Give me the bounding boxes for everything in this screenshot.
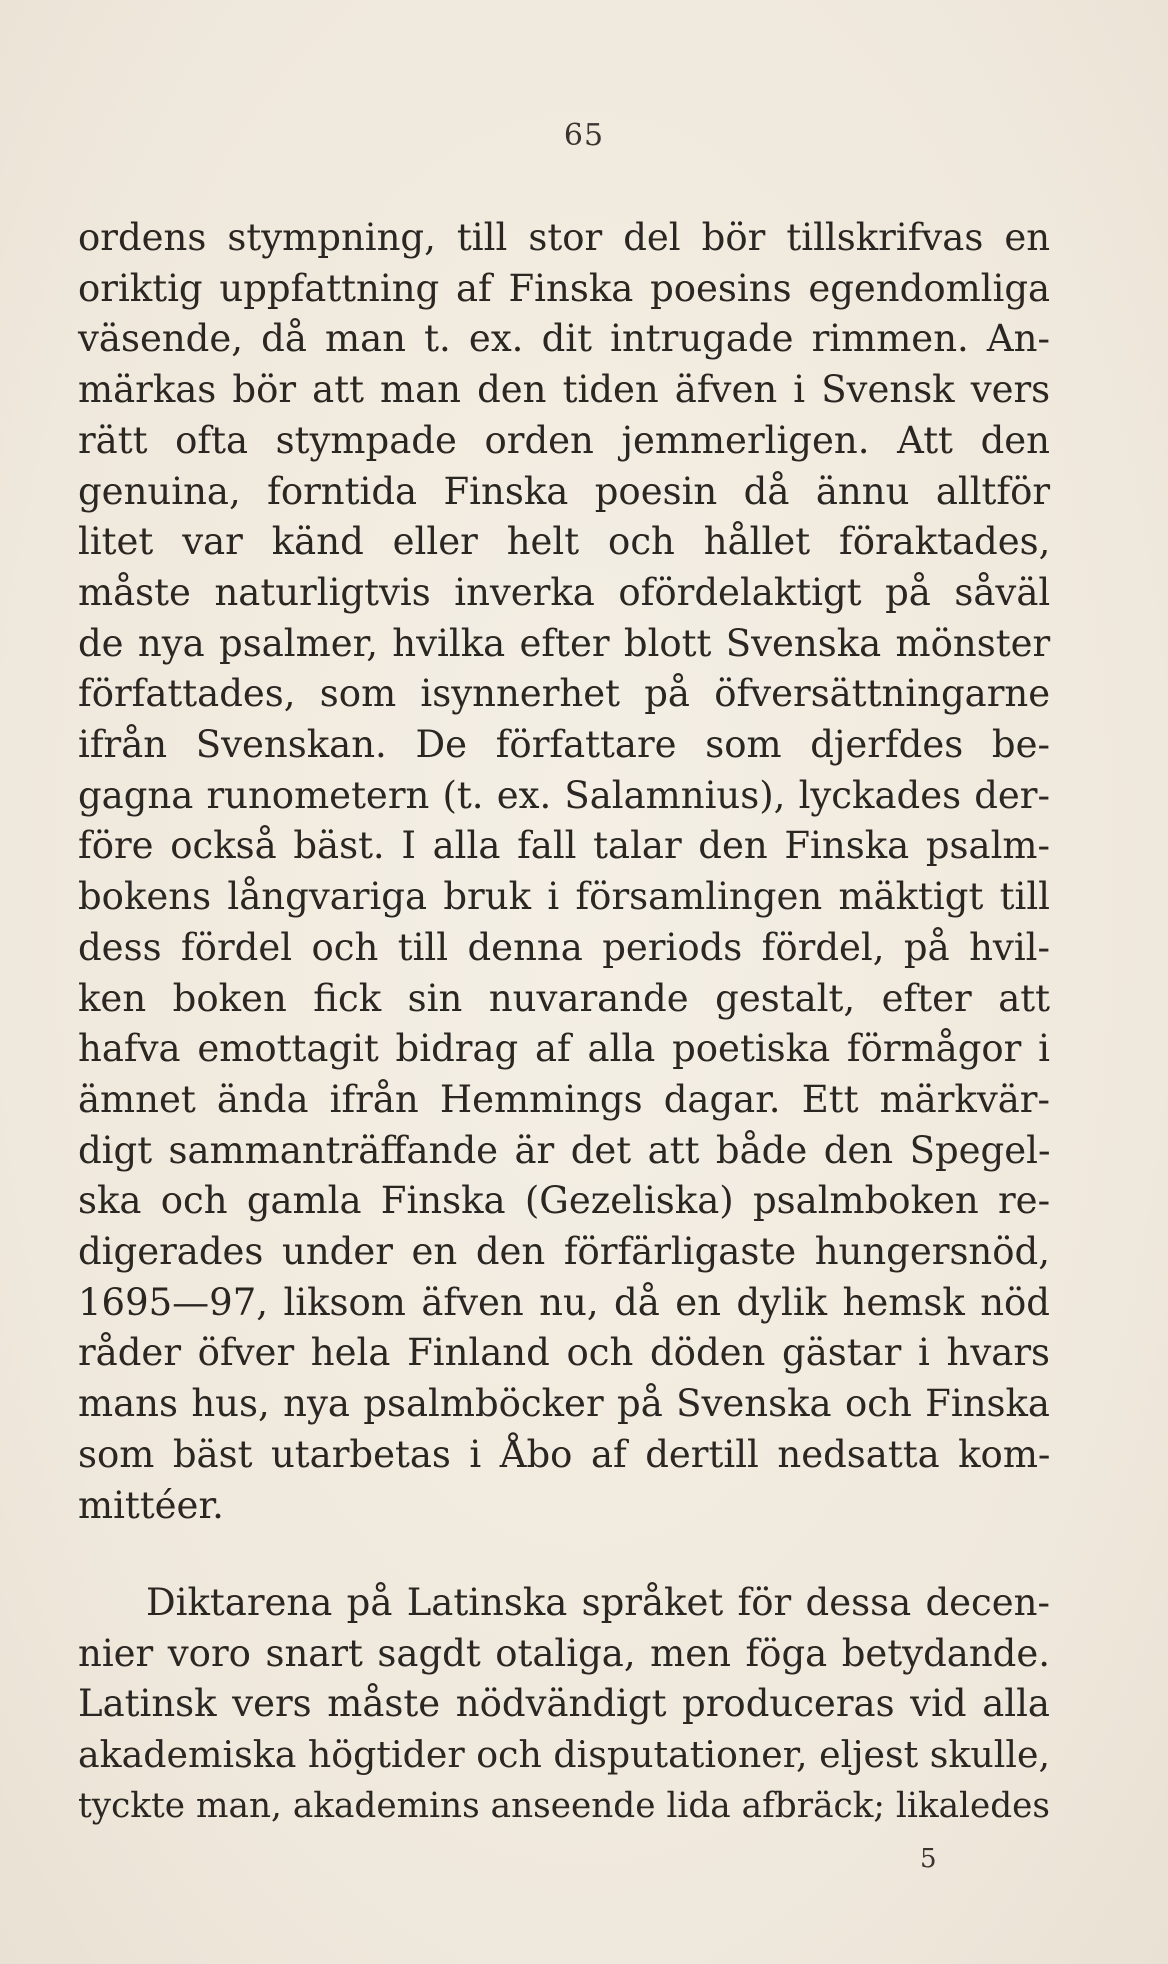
- text-line: författades, som isynnerhet på öfversättningarne: [78, 672, 1051, 716]
- text-line: märkas bör att man den tiden äfven i Svensk vers: [78, 368, 1051, 412]
- text-line: måste naturligtvis inverka ofördelaktigt på såväl: [78, 570, 1051, 614]
- text-line: hafva emottagit bidrag af alla poetiska förmågor i: [78, 1027, 1050, 1071]
- text-line: före också bäst. I alla fall talar den Finska psalm-: [78, 824, 1050, 868]
- text-line: råder öfver hela Finland och döden gästar i hvars: [78, 1331, 1050, 1375]
- paragraph-1: [78, 213, 1050, 1531]
- text-line: ken boken fick sin nuvarande gestalt, efter att: [78, 976, 1050, 1020]
- text-line: gagna runometern (t. ex. Salamnius), lyckades der-: [78, 773, 1050, 817]
- text-line: rätt ofta stympade orden jemmerligen. Att den: [78, 418, 1050, 462]
- text-line: oriktig uppfattning af Finska poesins egendomliga: [78, 266, 1051, 310]
- text-line: ämnet ända ifrån Hemmings dagar. Ett märkvär-: [78, 1077, 1050, 1121]
- text-line: Diktarena på Latinska språket för dessa decen-: [146, 1581, 1050, 1624]
- text-line: bokens långvariga bruk i församlingen mäktigt till: [78, 875, 1050, 919]
- text-line: ska och gamla Finska (Gezeliska) psalmboken re-: [78, 1179, 1051, 1223]
- text-line: digt sammanträffande är det att både den Spegel-: [78, 1128, 1051, 1172]
- text-line: mans hus, nya psalmböcker på Svenska och Finska: [78, 1382, 1050, 1426]
- text-line: väsende, då man t. ex. dit intrugade rimmen. An-: [78, 317, 1050, 361]
- text-line: nier voro snart sagdt otaliga, men föga betydande.: [78, 1631, 1050, 1675]
- text-line: akademiska högtider och disputationer, eljest skulle,: [78, 1733, 1051, 1777]
- text-line: 1695—97, liksom äfven nu, då en dylik hemsk nöd: [78, 1280, 1050, 1324]
- text-line: ordens stympning, till stor del bör tillskrifvas en: [78, 216, 1051, 259]
- text-line: litet var känd eller helt och hållet föraktades,: [78, 520, 1051, 564]
- text-line: mittéer.: [78, 1483, 224, 1527]
- page-number: 65: [563, 118, 605, 153]
- text-line: de nya psalmer, hvilka efter blott Svenska mönster: [78, 621, 1051, 665]
- signature-mark: 5: [920, 1844, 937, 1874]
- text-line: ifrån Svenskan. De författare som djerfdes be-: [78, 723, 1050, 767]
- text-line: Latinsk vers måste nödvändigt produceras vid alla: [78, 1682, 1050, 1726]
- paragraph-2: [78, 1578, 1050, 1832]
- text-line: tyckte man, akademins anseende lida afbräck; likaledes: [78, 1785, 1050, 1826]
- text-line: som bäst utarbetas i Åbo af dertill nedsatta kom-: [78, 1432, 1051, 1476]
- text-line: digerades under en den förfärligaste hungersnöd,: [78, 1230, 1050, 1274]
- text-line: dess fördel och till denna periods fördel, på hvil-: [78, 925, 1050, 969]
- text-line: genuina, forntida Finska poesin då ännu alltför: [78, 469, 1051, 513]
